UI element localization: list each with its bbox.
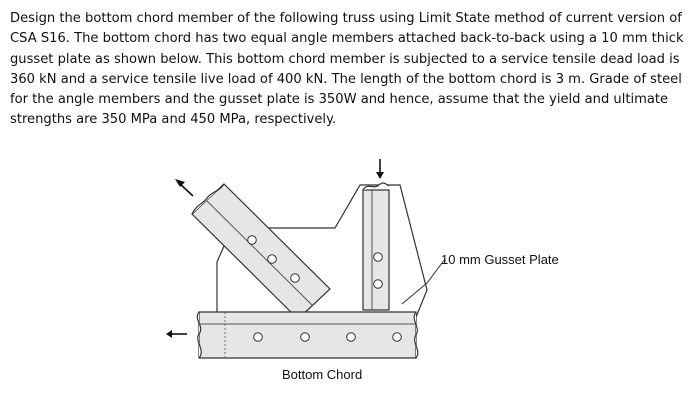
- chord-force-arrow: [166, 330, 187, 338]
- bolt-hole: [254, 333, 263, 342]
- bolt-hole: [347, 333, 356, 342]
- bolt-hole: [374, 253, 383, 262]
- gusset-plate-label: 10 mm Gusset Plate: [441, 252, 559, 267]
- diagonal-force-arrow: [175, 179, 193, 196]
- vertical-force-arrow: [376, 159, 384, 179]
- bottom-chord-label: Bottom Chord: [282, 367, 363, 382]
- problem-line: strengths are 350 MPa and 450 MPa, respectively.: [10, 112, 337, 128]
- bolt-hole: [248, 236, 257, 245]
- problem-line: for the angle members and the gusset plate is 350W and hence, assume that the yield and ultimate: [10, 92, 669, 108]
- bolt-hole: [393, 333, 402, 342]
- problem-line: 360 kN and a service tensile live load of 400 kN. The length of the bottom chord is 3 m. Grade of steel: [10, 71, 682, 87]
- problem-line: CSA S16. The bottom chord has two equal angle members attached back-to-back using a 10 mm thick: [10, 31, 684, 47]
- bolt-hole: [291, 274, 300, 283]
- problem-line: gusset plate as shown below. This bottom chord member is subjected to a service tensile dead load is: [10, 51, 680, 67]
- bolt-hole: [268, 255, 277, 264]
- problem-line: Design the bottom chord member of the following truss using Limit State method of current version of: [10, 11, 682, 26]
- bolt-hole: [374, 280, 383, 289]
- bottom-chord-member: [197, 312, 418, 358]
- bolt-hole: [301, 333, 310, 342]
- vertical-member: [363, 183, 389, 310]
